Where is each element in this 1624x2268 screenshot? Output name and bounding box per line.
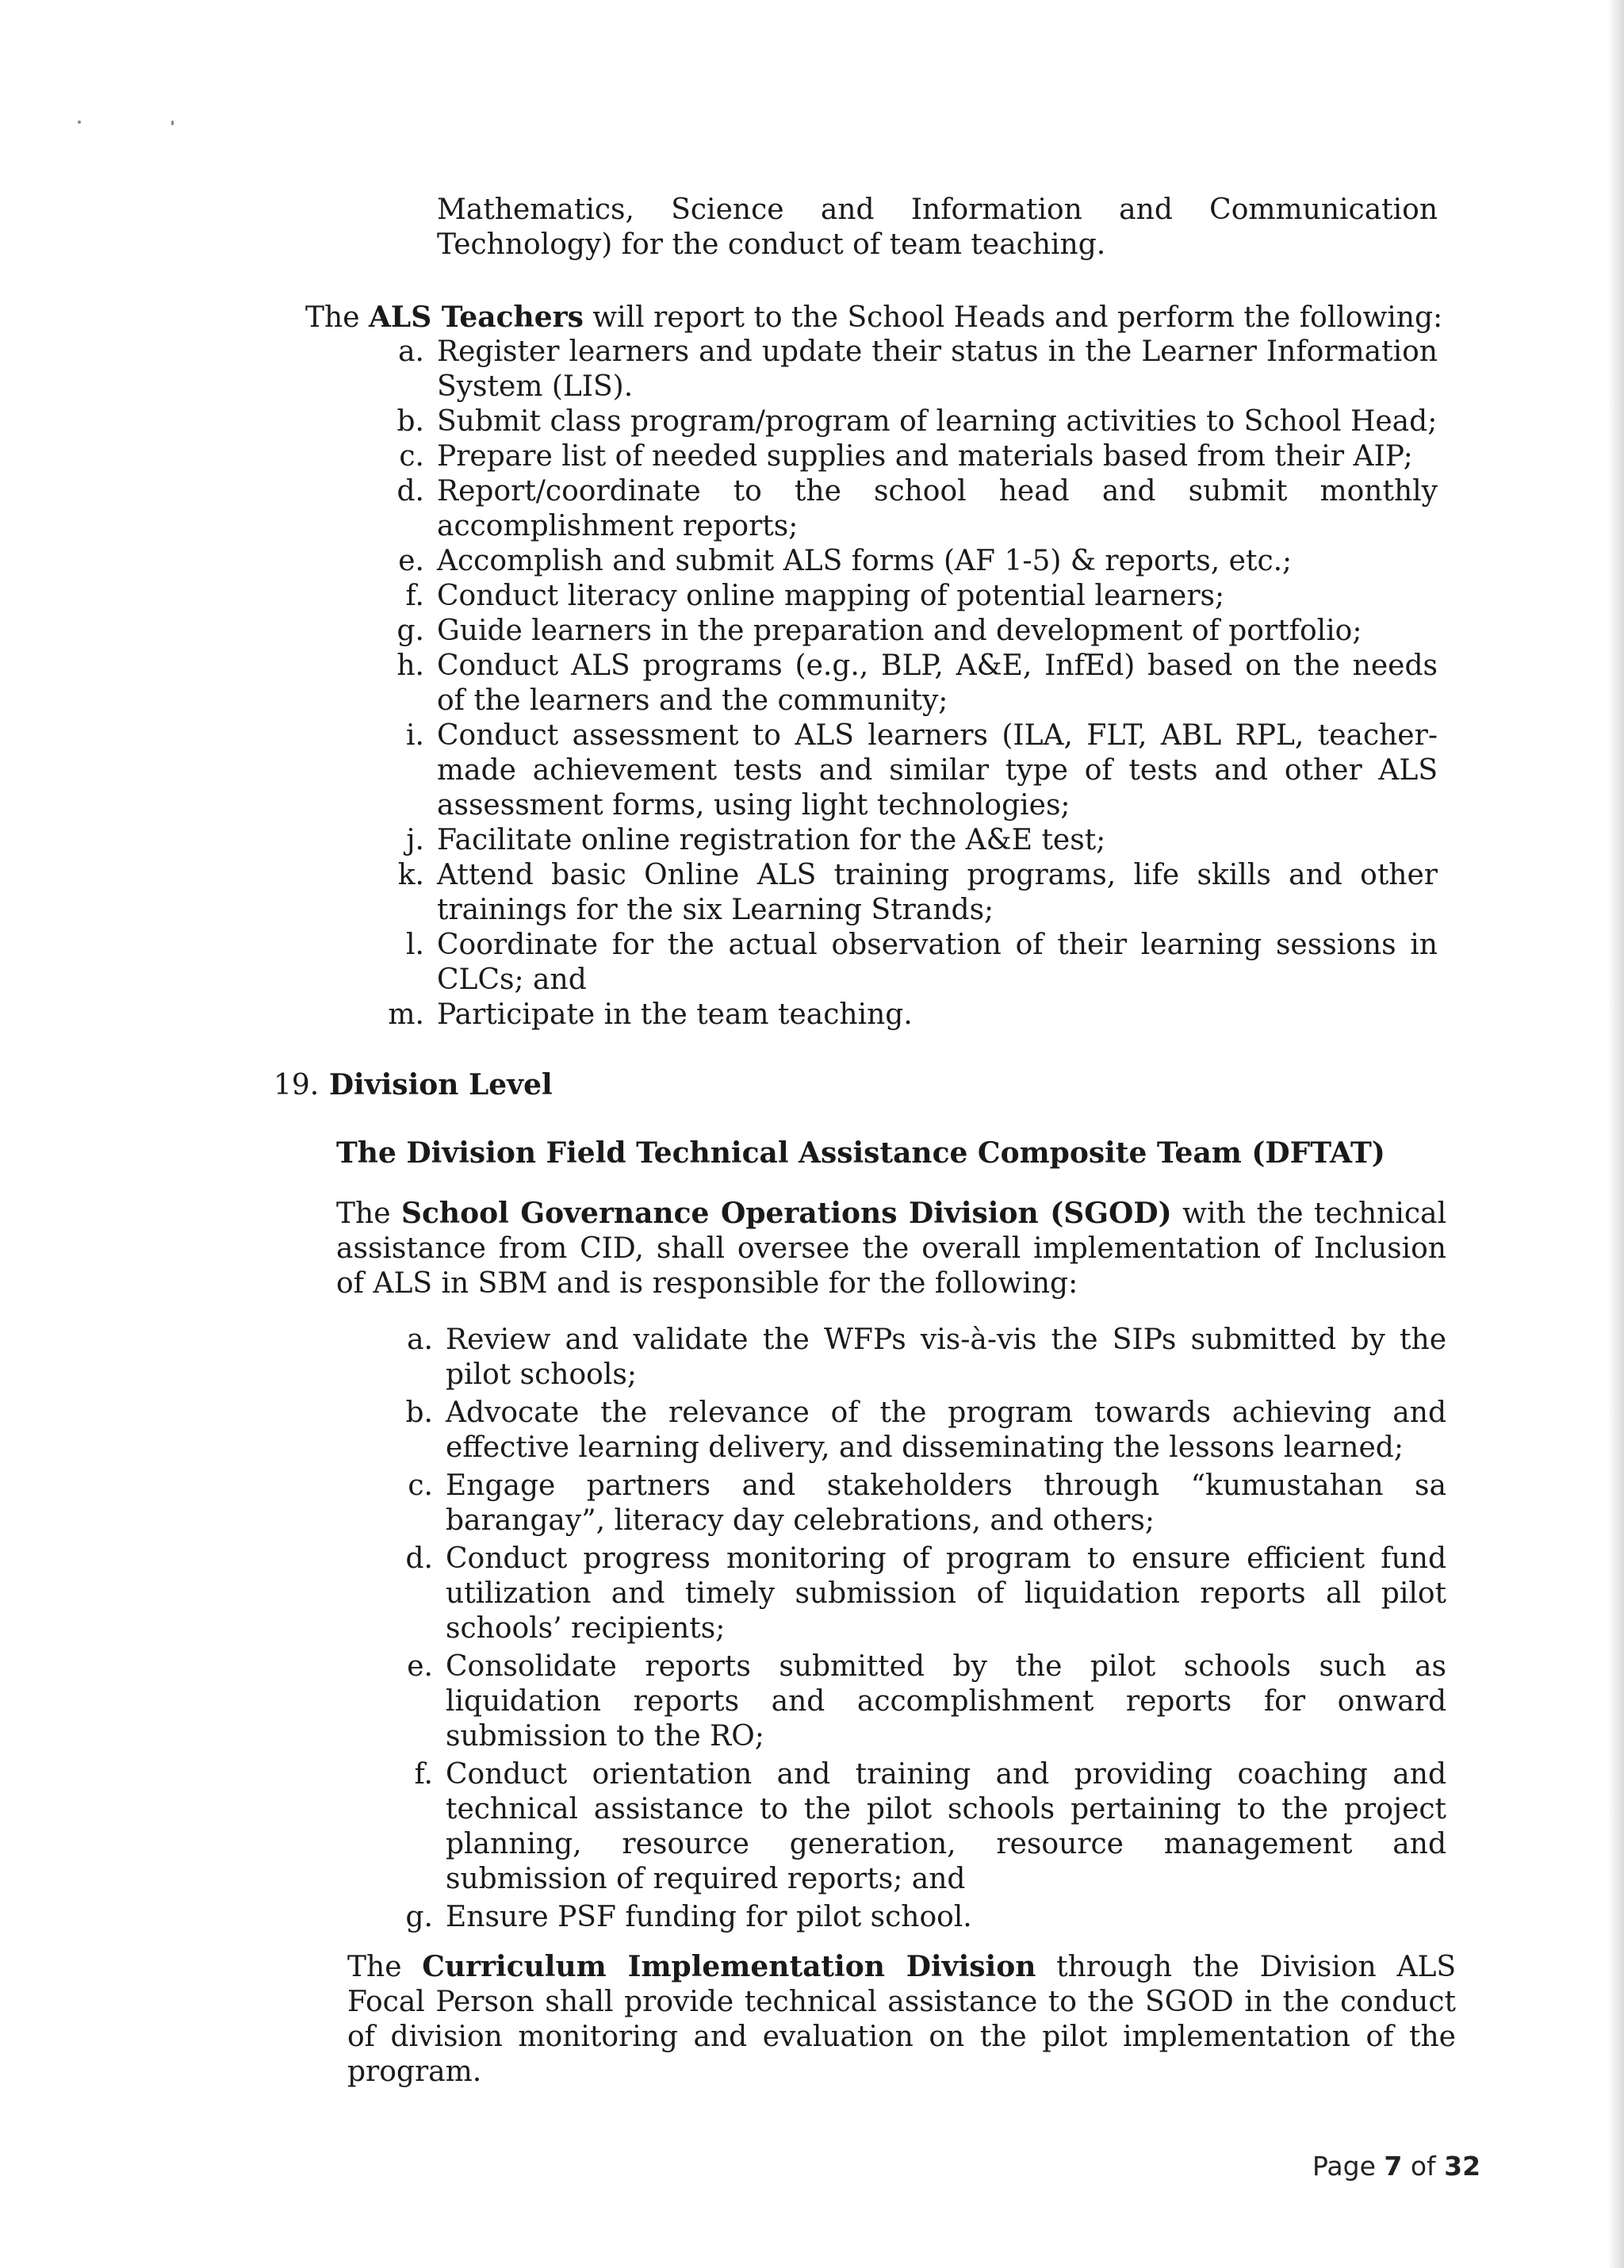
list-item-text: Facilitate online registration for the A&E test; <box>437 824 1106 856</box>
intro-prefix: The <box>305 301 369 334</box>
list-item-marker: h. <box>396 649 424 682</box>
list-item-marker: k. <box>397 859 424 891</box>
scan-speck <box>171 121 174 125</box>
cid-paragraph <box>347 1949 1456 2090</box>
list-item-marker: i. <box>406 719 424 752</box>
list-item-marker: d. <box>396 475 424 508</box>
list-item-marker: j. <box>406 824 424 856</box>
continuation-line-2: Technology) for the conduct of team teaching. <box>437 228 1106 261</box>
list-item-marker: a. <box>398 335 424 368</box>
list-item <box>388 998 1438 1032</box>
intro-prefix: The <box>336 1197 401 1230</box>
list-item-marker: b. <box>396 405 424 438</box>
list-item-text: Ensure PSF funding for pilot school. <box>446 1901 972 1933</box>
list-item-text: Participate in the team teaching. <box>437 998 913 1031</box>
list-item-marker: b. <box>405 1396 433 1429</box>
list-item-text: Guide learners in the preparation and development of portfolio; <box>437 615 1362 647</box>
list-item <box>399 439 1438 474</box>
list-item-marker: g. <box>405 1901 433 1933</box>
list-item-text: Prepare list of needed supplies and materials based from their AIP; <box>437 440 1413 473</box>
list-item-text: Report/coordinate to the school head and submit monthly accomplishment reports; <box>437 475 1438 542</box>
list-item-text: Review and validate the WFPs vis-à-vis the SIPs submitted by the pilot schools; <box>446 1324 1446 1391</box>
list-item <box>405 1900 1446 1935</box>
list-item <box>405 579 1438 614</box>
cid-term: Curriculum Implementation Division <box>422 1950 1036 1983</box>
list-item-marker: l. <box>406 929 424 961</box>
list-item <box>406 823 1438 858</box>
list-item <box>396 614 1438 649</box>
continuation-paragraph <box>437 193 1438 262</box>
list-item-marker: f. <box>414 1758 433 1791</box>
list-item-text: Conduct ALS programs (e.g., BLP, A&E, InfEd) based on the needs of the learners and the community; <box>437 649 1438 717</box>
list-item-marker: e. <box>407 1650 433 1683</box>
list-item <box>396 474 1438 544</box>
sgod-intro <box>336 1196 1446 1301</box>
section-19-heading <box>274 1067 553 1103</box>
list-item-text: Conduct assessment to ALS learners (ILA, FLT, ABL RPL, teacher-made achievement tests and similar type of tests and other ALS assessment forms, using light technologies; <box>437 719 1438 822</box>
intro-prefix: The <box>347 1951 423 1983</box>
list-item-marker: m. <box>388 998 424 1031</box>
intro-suffix: with the technical assistance from CID, shall oversee the overall implementation of Inclusion of ALS in SBM and is responsible for the following: <box>336 1197 1446 1300</box>
list-item-marker: e. <box>398 545 424 577</box>
list-item-text: Conduct progress monitoring of program to ensure efficient fund utilization and timely submission of liquidation reports all pilot schools’ recipients; <box>446 1542 1446 1645</box>
list-item-text: Advocate the relevance of the program towards achieving and effective learning delivery, and disseminating the lessons learned; <box>446 1396 1446 1464</box>
list-item <box>407 1323 1446 1393</box>
list-item <box>398 335 1438 404</box>
dftat-subheading: The Division Field Technical Assistance Composite Team (DFTAT) <box>336 1136 1385 1170</box>
intro-suffix: through the Division ALS Focal Person shall provide technical assistance to the SGOD in the conduct of division monitoring and evaluation on the pilot implementation of the program. <box>347 1951 1457 2088</box>
list-item-text: Register learners and update their status in the Learner Information System (LIS). <box>437 335 1438 403</box>
list-item-marker: f. <box>405 580 424 612</box>
list-item-text: Consolidate reports submitted by the pilot schools such as liquidation reports and accomplishment reports for onward submission to the RO; <box>446 1650 1446 1753</box>
list-item <box>396 404 1438 439</box>
list-item-text: Attend basic Online ALS training programs, life skills and other trainings for the six Learning Strands; <box>437 859 1438 926</box>
current-page: 7 <box>1384 2151 1403 2182</box>
list-item <box>405 1542 1446 1646</box>
continuation-line-1: Mathematics, Science and Information and Communication <box>437 193 1438 226</box>
list-item-marker: c. <box>399 440 424 473</box>
intro-suffix: will report to the School Heads and perform the following: <box>583 301 1443 334</box>
als-teachers-intro <box>305 300 1447 335</box>
list-item <box>396 649 1438 718</box>
list-item-marker: d. <box>405 1542 433 1575</box>
section-number: 19. <box>274 1069 320 1101</box>
of-word: of <box>1402 2151 1445 2182</box>
list-item <box>414 1757 1446 1897</box>
list-item-text: Accomplish and submit ALS forms (AF 1-5) & reports, etc.; <box>437 545 1293 577</box>
list-item-text: Submit class program/program of learning activities to School Head; <box>437 405 1438 438</box>
list-item <box>408 1469 1446 1538</box>
scan-speck <box>78 121 81 124</box>
list-item <box>405 1396 1446 1465</box>
list-item <box>406 718 1438 823</box>
list-item-marker: a. <box>407 1324 433 1356</box>
section-title: Division Level <box>328 1068 553 1101</box>
list-item-text: Coordinate for the actual observation of their learning sessions in CLCs; and <box>437 929 1438 996</box>
page-edge-shadow <box>1608 0 1624 2268</box>
sgod-term: School Governance Operations Division (SGOD) <box>401 1197 1172 1230</box>
als-teachers-term: ALS Teachers <box>368 301 584 334</box>
list-item-marker: c. <box>408 1469 433 1502</box>
als-teachers-duties-list <box>388 335 1438 1032</box>
list-item <box>407 1649 1446 1754</box>
list-item-text: Conduct orientation and training and providing coaching and technical assistance to the pilot schools pertaining to the project planning, resource generation, resource management and submission of required reports; and <box>446 1758 1446 1895</box>
list-item-marker: g. <box>396 615 424 647</box>
page-number <box>1312 2151 1480 2182</box>
list-item <box>397 858 1438 928</box>
page-word: Page <box>1312 2151 1385 2182</box>
sgod-duties-list <box>405 1323 1446 1938</box>
total-pages: 32 <box>1444 2151 1481 2182</box>
list-item <box>406 928 1438 998</box>
list-item-text: Engage partners and stakeholders through “kumustahan sa barangay”, literacy day celebrations, and others; <box>446 1469 1446 1537</box>
list-item-text: Conduct literacy online mapping of potential learners; <box>437 580 1225 612</box>
list-item <box>398 544 1438 579</box>
